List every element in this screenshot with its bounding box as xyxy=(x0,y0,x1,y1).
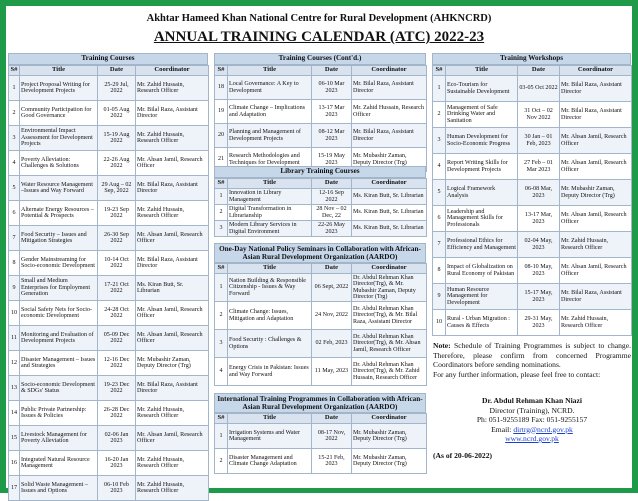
left-border xyxy=(0,0,6,493)
col-header-title: Title xyxy=(446,66,518,76)
row-date: 02-04 May, 2023 xyxy=(518,232,560,258)
row-coordinator: Mr. Bilal Raza, Assistant Director xyxy=(352,76,427,100)
row-number: 9 xyxy=(9,276,20,301)
row-title: Social Safety Nets for Socio-economic Development xyxy=(20,301,98,326)
row-date: 28 Nov – 02 Dec, 22 xyxy=(312,205,352,221)
col-header-title: Title xyxy=(228,66,312,76)
row-coordinator: Mr. Ahsan Jamil, Research Officer xyxy=(560,128,632,154)
table-row xyxy=(215,424,427,449)
row-title: Project Proposal Writing for Development Projects xyxy=(20,76,98,101)
row-date: 16-20 Jan 2023 xyxy=(98,451,136,476)
page-title: ANNUAL TRAINING CALENDAR (ATC) 2022-23 xyxy=(153,29,485,45)
table-row xyxy=(215,302,427,330)
row-number: 3 xyxy=(215,221,228,237)
policy-seminars-table xyxy=(214,263,427,386)
row-number: 6 xyxy=(433,206,446,232)
table-row xyxy=(433,284,632,310)
row-date: 24 Nov, 2022 xyxy=(312,302,352,330)
row-title: Food Security – Issues and Mitigation Strategies xyxy=(20,226,98,251)
row-title: Gender Mainstreaming for Socio-economic Development xyxy=(20,251,98,276)
table-row xyxy=(9,101,209,126)
table-row xyxy=(9,76,209,101)
row-title: Small and Medium Enterprises for Employment Generation xyxy=(20,276,98,301)
table-row xyxy=(9,376,209,401)
row-coordinator: Mr. Mubashir Zaman, Deputy Director (Trg) xyxy=(136,351,209,376)
row-title: Climate Change: Issues, Mitigation and Adaptation xyxy=(228,302,312,330)
section-caption: International Training Programmes in Collaboration with African-Asian Rural Development Organization (AARDO) xyxy=(214,393,426,413)
row-coordinator: Mr. Ahsan Jamil, Research Officer xyxy=(136,301,209,326)
row-coordinator: Mr. Ahsan Jamil, Research Officer xyxy=(136,226,209,251)
row-number: 15 xyxy=(9,426,20,451)
table-row xyxy=(215,330,427,358)
row-title: Socio-economic Development & SDGs' Status xyxy=(20,376,98,401)
row-coordinator: Mr. Mubashir Zaman, Deputy Director (Trg) xyxy=(560,180,632,206)
row-date: 13-17 Mar, 2023 xyxy=(518,206,560,232)
row-date: 06-08 Mar, 2023 xyxy=(518,180,560,206)
row-number: 3 xyxy=(215,330,228,358)
row-number: 16 xyxy=(9,451,20,476)
row-number: 5 xyxy=(9,176,20,201)
table-row xyxy=(9,451,209,476)
row-coordinator: Dr. Abdul Rehman Khan Director(Trg), & Mr. Zahid Hussain, Research Officer xyxy=(352,358,427,386)
table-row xyxy=(9,126,209,151)
row-number: 8 xyxy=(433,258,446,284)
row-coordinator: Mr. Zahid Hussain, Research Officer xyxy=(560,310,632,336)
row-date: 26-28 Dec 2022 xyxy=(98,401,136,426)
row-number: 5 xyxy=(433,180,446,206)
note-more: For any further information, please feel free to contact: xyxy=(433,369,601,379)
table-row xyxy=(9,201,209,226)
row-title: Logical Framework Analysis xyxy=(446,180,518,206)
row-date: 30 Jan – 01 Feb, 2023 xyxy=(518,128,560,154)
right-border xyxy=(632,0,638,493)
col-header-date: Date xyxy=(312,264,352,274)
table-row xyxy=(9,476,209,501)
row-date: 13-17 Mar 2023 xyxy=(312,100,352,124)
row-title: Monitoring and Evaluation of Development Projects xyxy=(20,326,98,351)
row-number: 3 xyxy=(9,126,20,151)
col-header-coordinator: Coordinator xyxy=(352,414,427,424)
row-title: Impact of Globalization on Rural Economy of Pakistan xyxy=(446,258,518,284)
row-coordinator: Mr. Bilal Raza, Assistant Director xyxy=(136,251,209,276)
contact-email-link[interactable]: dirtrg@ncrd.gov.pk xyxy=(513,424,573,434)
row-date: 15-19 Aug 2022 xyxy=(98,126,136,151)
row-date: 15-17 May, 2023 xyxy=(518,284,560,310)
col-header-no: S# xyxy=(215,66,228,76)
table-row xyxy=(9,426,209,451)
table-row xyxy=(433,128,632,154)
row-date: 31 Oct – 02 Nov 2022 xyxy=(518,102,560,128)
table-row xyxy=(9,226,209,251)
table-row xyxy=(433,76,632,102)
row-coordinator: Mr. Ahsan Jamil, Research Officer xyxy=(560,206,632,232)
training-courses-section xyxy=(8,53,208,501)
row-title: Disaster Management and Climate Change Adaptation xyxy=(228,449,312,474)
table-row xyxy=(215,189,427,205)
row-number: 2 xyxy=(215,449,228,474)
row-number: 7 xyxy=(9,226,20,251)
row-number: 14 xyxy=(9,401,20,426)
section-caption: Training Courses (Cont'd.) xyxy=(214,53,426,65)
top-border xyxy=(0,0,638,6)
row-coordinator: Mr. Ahsan Jamil, Research Officer xyxy=(560,258,632,284)
row-title: Irrigation Systems and Water Management xyxy=(228,424,312,449)
table-row xyxy=(215,124,427,148)
row-number: 8 xyxy=(9,251,20,276)
table-row xyxy=(215,274,427,302)
col-header-title: Title xyxy=(228,179,312,189)
row-title: Community Participation for Good Governance xyxy=(20,101,98,126)
row-number: 4 xyxy=(9,151,20,176)
table-row xyxy=(9,401,209,426)
table-row xyxy=(215,205,427,221)
row-coordinator: Dr. Abdul Rehman Khan Director(Trg), & Mr. Bilal Raza, Assistant Director xyxy=(352,302,427,330)
row-title: Report Writing Skills for Development Projects xyxy=(446,154,518,180)
contact-name: Dr. Abdul Rehman Khan Niazi xyxy=(482,396,582,405)
col-header-coordinator: Coordinator xyxy=(352,179,427,189)
row-date: 02 Feb, 2023 xyxy=(312,330,352,358)
row-date: 17-21 Oct 2022 xyxy=(98,276,136,301)
row-title: Planning and Management of Development Projects xyxy=(228,124,312,148)
col-header-coordinator: Coordinator xyxy=(560,66,632,76)
row-title: Leadership and Management Skills for Professionals xyxy=(446,206,518,232)
row-date: 22-26 Aug 2022 xyxy=(98,151,136,176)
col-header-no: S# xyxy=(215,414,228,424)
row-title: Local Governance: A Key to Development xyxy=(228,76,312,100)
row-date: 10-14 Oct 2022 xyxy=(98,251,136,276)
row-title: Management of Safe Drinking Water and Sanitation xyxy=(446,102,518,128)
col-header-coordinator: Coordinator xyxy=(352,66,427,76)
row-date: 15-19 May 2023 xyxy=(312,148,352,172)
row-number: 6 xyxy=(9,201,20,226)
col-header-date: Date xyxy=(98,66,136,76)
row-title: Alternate Energy Resources – Potential & Prospects xyxy=(20,201,98,226)
col-header-date: Date xyxy=(312,66,352,76)
row-coordinator: Mr. Zahid Hussain, Research Officer xyxy=(136,126,209,151)
row-number: 12 xyxy=(9,351,20,376)
row-date: 06 Sept, 2022 xyxy=(312,274,352,302)
contact-email-line xyxy=(433,425,631,435)
row-number: 20 xyxy=(215,124,228,148)
row-number: 2 xyxy=(215,205,228,221)
row-date: 29 Aug – 02 Sep, 2022 xyxy=(98,176,136,201)
table-row xyxy=(9,151,209,176)
col-header-title: Title xyxy=(228,414,312,424)
row-coordinator: Mr. Bilal Raza, Assistant Director xyxy=(560,76,632,102)
row-date: 08-10 May, 2023 xyxy=(518,258,560,284)
org-name: Akhtar Hameed Khan National Centre for Rural Development (AHKNCRD) xyxy=(146,13,492,24)
row-coordinator: Mr. Mubashir Zaman, Deputy Director (Trg) xyxy=(352,148,427,172)
col-header-title: Title xyxy=(228,264,312,274)
table-row xyxy=(9,176,209,201)
row-coordinator: Mr. Bilal Raza, Assistant Director xyxy=(136,376,209,401)
row-title: Rural - Urban Migration : Causes & Effects xyxy=(446,310,518,336)
note-body: Schedule of Training Programmes is subject to change. Therefore, please confirm from concerned Programme Coordinators before sending nominations. xyxy=(433,341,631,369)
contact-phone: Ph: 051-9255189 Fax: 051-9255157 xyxy=(476,415,588,424)
row-number: 1 xyxy=(215,274,228,302)
row-date: 22-26 May 2023 xyxy=(312,221,352,237)
col-header-date: Date xyxy=(518,66,560,76)
row-date: 08-17 Nov, 2022 xyxy=(312,424,352,449)
row-coordinator: Mr. Bilal Raza, Assistant Director xyxy=(136,176,209,201)
table-row xyxy=(215,221,427,237)
row-coordinator: Mr. Bilal Raza, Assistant Director xyxy=(136,101,209,126)
table-row xyxy=(433,310,632,336)
table-row xyxy=(215,76,427,100)
row-date: 06-10 Mar 2023 xyxy=(312,76,352,100)
row-date: 26-30 Sep 2022 xyxy=(98,226,136,251)
row-coordinator: Mr. Mubashir Zaman, Deputy Director (Trg) xyxy=(352,424,427,449)
row-title: Professional Ethics for Efficiency and Management xyxy=(446,232,518,258)
row-title: Water Resource Management –Issues and Way Forward xyxy=(20,176,98,201)
row-date: 24-28 Oct 2022 xyxy=(98,301,136,326)
row-title: Climate Change – Implications and Adaptation xyxy=(228,100,312,124)
row-date: 15-21 Feb, 2023 xyxy=(312,449,352,474)
workshops-table xyxy=(432,65,632,336)
row-number: 1 xyxy=(215,189,228,205)
note-text xyxy=(433,341,631,379)
row-title: Integrated Natural Resource Management xyxy=(20,451,98,476)
row-coordinator: Ms. Kiran Butt, Sr. Librarian xyxy=(352,189,427,205)
row-number: 19 xyxy=(215,100,228,124)
row-coordinator: Mr. Zahid Hussain, Research Officer xyxy=(136,201,209,226)
row-date: 06-10 Feb 2023 xyxy=(98,476,136,501)
row-title: Modern Library Services in Digital Environment xyxy=(228,221,312,237)
row-date: 02-06 Jan 2023 xyxy=(98,426,136,451)
row-coordinator: Mr. Zahid Hussain, Research Officer xyxy=(136,476,209,501)
row-coordinator: Mr. Bilal Raza, Assistant Director xyxy=(352,124,427,148)
row-number: 17 xyxy=(9,476,20,501)
row-title: Energy Crisis in Pakistan: Issues and Way Forward xyxy=(228,358,312,386)
table-row xyxy=(433,258,632,284)
row-coordinator: Mr. Mubashir Zaman, Deputy Director (Trg) xyxy=(352,449,427,474)
row-date: 25-29 Jul, 2022 xyxy=(98,76,136,101)
row-title: Innovation in Library Management xyxy=(228,189,312,205)
row-title: Public Private Partnership: Issues & Policies xyxy=(20,401,98,426)
col-header-date: Date xyxy=(312,179,352,189)
row-coordinator: Mr. Bilal Raza, Assistant Director xyxy=(560,102,632,128)
row-number: 10 xyxy=(433,310,446,336)
col-header-date: Date xyxy=(312,414,352,424)
row-number: 1 xyxy=(433,76,446,102)
col-header-coordinator: Coordinator xyxy=(136,66,209,76)
row-date: 19-23 Dec 2022 xyxy=(98,376,136,401)
table-row xyxy=(433,206,632,232)
row-number: 3 xyxy=(433,128,446,154)
library-courses-section xyxy=(214,166,426,237)
row-coordinator: Dr. Abdul Rehman Khan Director(Trg), & Mr. Mubashir Zaman, Deputy Director (Trg) xyxy=(352,274,427,302)
col-header-no: S# xyxy=(433,66,446,76)
row-date: 08-12 Mar 2023 xyxy=(312,124,352,148)
row-number: 9 xyxy=(433,284,446,310)
training-courses-contd-section xyxy=(214,53,426,172)
contact-website-link[interactable]: www.ncrd.gov.pk xyxy=(505,434,559,443)
row-date: 27 Feb – 01 Mar 2023 xyxy=(518,154,560,180)
row-coordinator: Mr. Ahsan Jamil, Research Officer xyxy=(136,151,209,176)
row-coordinator: Mr. Bilal Raza, Assistant Director xyxy=(560,284,632,310)
row-number: 2 xyxy=(215,302,228,330)
contact-email-label: Email: xyxy=(491,424,514,434)
row-number: 7 xyxy=(433,232,446,258)
row-title: Disaster Management – Issues and Strategies xyxy=(20,351,98,376)
training-courses-table xyxy=(8,65,209,501)
row-date: 29-31 May, 2023 xyxy=(518,310,560,336)
training-courses-contd-table xyxy=(214,65,427,172)
row-number: 4 xyxy=(215,358,228,386)
col-header-coordinator: Coordinator xyxy=(352,264,427,274)
row-title: Human Development for Socio-Economic Progress xyxy=(446,128,518,154)
row-number: 2 xyxy=(433,102,446,128)
row-date: 12-16 Sep 2022 xyxy=(312,189,352,205)
row-number: 13 xyxy=(9,376,20,401)
row-number: 2 xyxy=(9,101,20,126)
as-of-date: (As of 20-06-2022) xyxy=(433,451,493,460)
row-title: Nation Building & Responsible Citizenship - Issues & Way Forward xyxy=(228,274,312,302)
col-header-no: S# xyxy=(215,179,228,189)
row-number: 10 xyxy=(9,301,20,326)
section-caption: Training Courses xyxy=(8,53,208,65)
row-number: 4 xyxy=(433,154,446,180)
row-coordinator: Mr. Zahid Hussain, Research Officer xyxy=(136,76,209,101)
row-coordinator: Mr. Zahid Hussain, Research Officer xyxy=(136,451,209,476)
row-coordinator: Mr. Zahid Hussain, Research Officer xyxy=(560,232,632,258)
row-coordinator: Ms. Kiran Butt, Sr. Librarian xyxy=(352,205,427,221)
row-number: 21 xyxy=(215,148,228,172)
row-coordinator: Mr. Ahsan Jamil, Research Officer xyxy=(136,326,209,351)
row-date: 01-05 Aug 2022 xyxy=(98,101,136,126)
row-coordinator: Mr. Zahid Hussain, Research Officer xyxy=(136,401,209,426)
row-title: Food Security : Challenges & Options xyxy=(228,330,312,358)
table-row xyxy=(433,154,632,180)
row-date: 19-23 Sep 2022 xyxy=(98,201,136,226)
table-row xyxy=(9,301,209,326)
row-number: 18 xyxy=(215,76,228,100)
table-row xyxy=(9,251,209,276)
table-row xyxy=(9,351,209,376)
row-title: Solid Waste Management – Issues and Options xyxy=(20,476,98,501)
note-label: Note: xyxy=(433,341,451,350)
row-coordinator: Mr. Ahsan Jamil, Research Officer xyxy=(560,154,632,180)
section-caption: One-Day National Policy Seminars in Collaboration with African-Asian Rural Development Organization (AARDO) xyxy=(214,243,426,263)
table-row xyxy=(215,449,427,474)
row-number: 1 xyxy=(9,76,20,101)
section-caption: Library Training Courses xyxy=(214,166,426,178)
table-row xyxy=(433,102,632,128)
row-number: 1 xyxy=(215,424,228,449)
col-header-no: S# xyxy=(9,66,20,76)
table-row xyxy=(433,232,632,258)
row-title: Research Methodologies and Techniques for Development xyxy=(228,148,312,172)
row-coordinator: Mr. Zahid Hussain, Research Officer xyxy=(352,100,427,124)
row-title: Poverty Alleviation: Challenges & Solutions xyxy=(20,151,98,176)
row-date: 12-16 Dec 2022 xyxy=(98,351,136,376)
table-row xyxy=(433,180,632,206)
workshops-section xyxy=(432,53,631,336)
table-row xyxy=(215,100,427,124)
contact-block xyxy=(433,396,631,444)
library-courses-table xyxy=(214,178,427,237)
row-coordinator: Ms. Kiran Butt, Sr. Librarian xyxy=(136,276,209,301)
row-date: 03-05 Oct 2022 xyxy=(518,76,560,102)
intl-programmes-section xyxy=(214,393,426,474)
row-date: 05-09 Dec 2022 xyxy=(98,326,136,351)
col-header-no: S# xyxy=(215,264,228,274)
table-row xyxy=(215,358,427,386)
section-caption: Training Workshops xyxy=(432,53,631,65)
row-title: Eco-Tourism for Sustainable Development xyxy=(446,76,518,102)
table-row xyxy=(9,326,209,351)
col-header-title: Title xyxy=(20,66,98,76)
row-date: 11 May, 2023 xyxy=(312,358,352,386)
row-coordinator: Mr. Ahsan Jamil, Research Officer xyxy=(136,426,209,451)
row-title: Livestock Management for Poverty Alleviation xyxy=(20,426,98,451)
intl-programmes-table xyxy=(214,413,427,474)
table-row xyxy=(9,276,209,301)
row-title: Human Resource Management for Development xyxy=(446,284,518,310)
row-coordinator: Ms. Kiran Butt, Sr. Librarian xyxy=(352,221,427,237)
row-title: Environmental Impact Assessment for Development Projects xyxy=(20,126,98,151)
row-title: Digital Transformation in Librarianship xyxy=(228,205,312,221)
policy-seminars-section xyxy=(214,243,426,386)
contact-role: Director (Training), NCRD. xyxy=(489,405,575,415)
row-coordinator: Dr. Abdul Rehman Khan Director(Trg), & Mr. Ahsan Jamil, Research Officer xyxy=(352,330,427,358)
row-number: 11 xyxy=(9,326,20,351)
